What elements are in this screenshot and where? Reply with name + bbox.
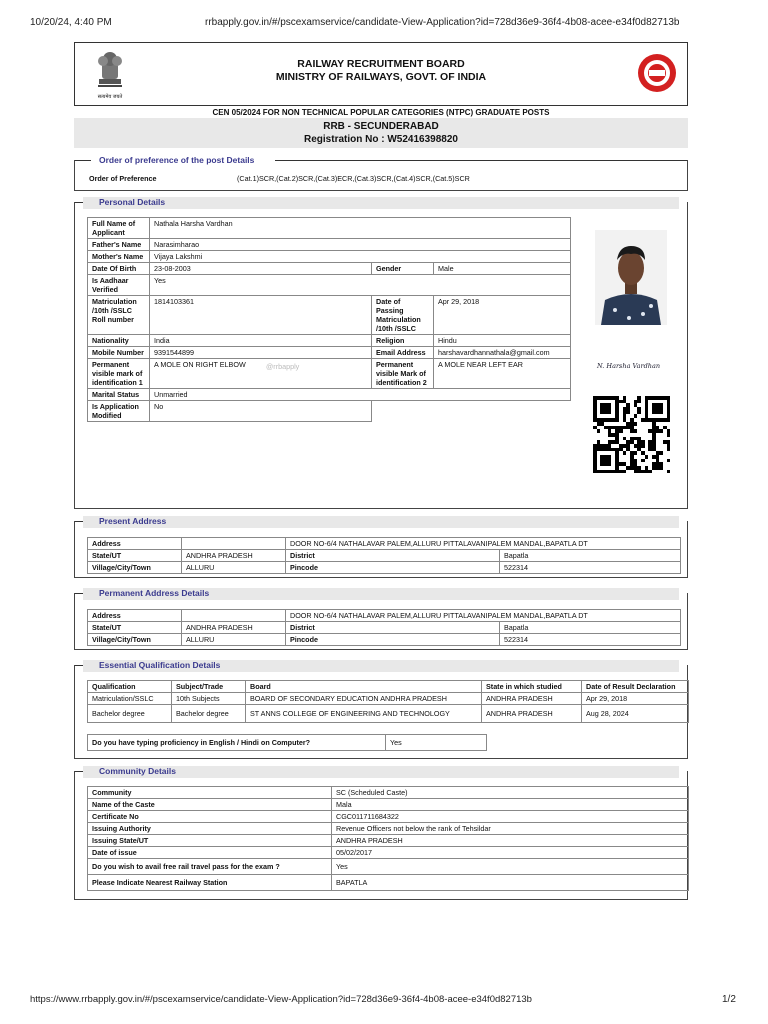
mother-value: Vijaya Lakshmi	[150, 251, 571, 263]
issuing-authority-label: Issuing Authority	[88, 823, 332, 835]
gender-value: Male	[434, 263, 571, 275]
permanent-village-value: ALLURU	[182, 634, 286, 646]
print-page-number: 1/2	[722, 994, 736, 1005]
rail-pass-value: Yes	[332, 859, 689, 875]
mark1-value: A MOLE ON RIGHT ELBOW	[154, 360, 246, 369]
applicant-photo	[595, 230, 667, 325]
print-url-bottom[interactable]: https://www.rrbapply.gov.in/#/pscexamservice/candidate-View-Application?id=728d36e9-36f4-4b08-acee-e34f0d82713b	[30, 994, 532, 1005]
table-row	[88, 835, 689, 847]
present-address-title: Present Address	[99, 516, 167, 526]
table-row	[88, 799, 689, 811]
nationality-label: Nationality	[88, 335, 150, 347]
watermark-text: @rrbapply	[266, 362, 300, 371]
personal-table	[87, 217, 571, 422]
result-date-header: Date of Result Declaration	[582, 681, 689, 693]
present-district-value: Bapatla	[500, 550, 681, 562]
print-datetime: 10/20/24, 4:40 PM	[30, 17, 112, 28]
registration-number: Registration No : W52416398820	[304, 134, 458, 145]
railway-station-value: BAPATLA	[332, 875, 689, 891]
marital-label: Marital Status	[88, 389, 150, 401]
print-url-top[interactable]: rrbapply.gov.in/#/pscexamservice/candidate-View-Application?id=728d36e9-36f4-4b08-acee-e34f0d82713b	[205, 17, 680, 28]
present-pincode-label: Pincode	[286, 562, 500, 574]
personal-title: Personal Details	[99, 197, 166, 207]
matric-label: Matriculation /10th /SSLC Roll number	[88, 296, 150, 335]
community-value: SC (Scheduled Caste)	[332, 787, 689, 799]
dob-value: 23-08-2003	[150, 263, 372, 275]
qualification-header: Qualification	[88, 681, 172, 693]
marital-value: Unmarried	[150, 389, 571, 401]
permanent-address-table	[87, 609, 681, 646]
mark2-value: A MOLE NEAR LEFT EAR	[434, 359, 571, 389]
email-value: harshavardhannathala@gmail.com	[434, 347, 571, 359]
preference-value: (Cat.1)SCR,(Cat.2)SCR,(Cat.3)ECR,(Cat.3)SCR,(Cat.4)SCR,(Cat.5)SCR	[237, 174, 470, 183]
permanent-state-value: ANDHRA PRADESH	[182, 622, 286, 634]
present-address-section	[74, 516, 688, 578]
community-table	[87, 786, 689, 891]
mark2-label: Permanent visible Mark of identification 2	[372, 359, 434, 389]
nationality-value: India	[150, 335, 372, 347]
preference-title: Order of preference of the post Details	[99, 155, 255, 165]
issuing-authority-value: Revenue Officers not below the rank of Tehsildar	[332, 823, 689, 835]
table-row	[88, 823, 689, 835]
full-name-value: Nathala Harsha Vardhan	[150, 218, 571, 239]
signature: N. Harsha Vardhan	[597, 362, 661, 370]
present-pincode-value: 522314	[500, 562, 681, 574]
railway-logo-icon	[637, 53, 677, 93]
mobile-label: Mobile Number	[88, 347, 150, 359]
certificate-label: Certificate No	[88, 811, 332, 823]
religion-label: Religion	[372, 335, 434, 347]
dob-label: Date Of Birth	[88, 263, 150, 275]
permanent-pincode-label: Pincode	[286, 634, 500, 646]
father-value: Narasimharao	[150, 239, 571, 251]
present-address-table	[87, 537, 681, 574]
religion-value: Hindu	[434, 335, 571, 347]
qualification-table	[87, 680, 689, 723]
header-subtitle: MINISTRY OF RAILWAYS, GOVT. OF INDIA	[275, 71, 487, 83]
community-title: Community Details	[99, 766, 176, 776]
issue-date-value: 05/02/2017	[332, 847, 689, 859]
mother-label: Mother's Name	[88, 251, 150, 263]
emblem-text: सत्यमेव जयते	[97, 94, 123, 100]
present-state-label: State/UT	[88, 550, 182, 562]
permanent-district-label: District	[286, 622, 500, 634]
permanent-village-label: Village/City/Town	[88, 634, 182, 646]
permanent-address-title: Permanent Address Details	[99, 588, 210, 598]
qualification-title: Essential Qualification Details	[99, 660, 221, 670]
table-cell: ST ANNS COLLEGE OF ENGINEERING AND TECHNOLOGY	[246, 705, 482, 723]
permanent-address-label: Address	[88, 610, 182, 622]
preference-section	[74, 155, 688, 191]
present-address-value: DOOR NO-6/4 NATHALAVAR PALEM,ALLURU PITTALAVANIPALEM MANDAL,BAPATLA DT	[286, 538, 681, 550]
typing-label: Do you have typing proficiency in English / Hindi on Computer?	[88, 735, 386, 751]
issue-date-label: Date of issue	[88, 847, 332, 859]
qr-code-icon	[593, 396, 670, 473]
table-cell: Apr 29, 2018	[582, 693, 689, 705]
typing-value: Yes	[386, 735, 487, 751]
present-district-label: District	[286, 550, 500, 562]
typing-table	[87, 734, 487, 751]
permanent-state-label: State/UT	[88, 622, 182, 634]
permanent-district-value: Bapatla	[500, 622, 681, 634]
passing-value: Apr 29, 2018	[434, 296, 571, 335]
permanent-address-section	[74, 588, 688, 650]
modified-label: Is Application Modified	[88, 401, 150, 422]
state-studied-header: State in which studied	[482, 681, 582, 693]
table-cell: ANDHRA PRADESH	[482, 693, 582, 705]
table-row	[88, 847, 689, 859]
railway-station-label: Please Indicate Nearest Railway Station	[88, 875, 332, 891]
table-cell: Bachelor degree	[88, 705, 172, 723]
email-label: Email Address	[372, 347, 434, 359]
table-cell: 10th Subjects	[172, 693, 246, 705]
caste-value: Mala	[332, 799, 689, 811]
rrb-name: RRB - SECUNDERABAD	[323, 121, 439, 132]
certificate-value: CGC011711684322	[332, 811, 689, 823]
header-title: RAILWAY RECRUITMENT BOARD	[297, 58, 465, 70]
gender-label: Gender	[372, 263, 434, 275]
community-label: Community	[88, 787, 332, 799]
full-name-label: Full Name of Applicant	[88, 218, 150, 239]
table-row	[88, 875, 689, 891]
present-address-label: Address	[88, 538, 182, 550]
mark1-cell	[150, 359, 372, 389]
preference-label: Order of Preference	[89, 174, 157, 183]
qualification-section	[74, 660, 688, 759]
permanent-address-value: DOOR NO-6/4 NATHALAVAR PALEM,ALLURU PITTALAVANIPALEM MANDAL,BAPATLA DT	[286, 610, 681, 622]
present-village-value: ALLURU	[182, 562, 286, 574]
table-cell: Bachelor degree	[172, 705, 246, 723]
rrb-banner	[74, 118, 688, 148]
table-row	[88, 693, 689, 705]
father-label: Father's Name	[88, 239, 150, 251]
modified-value: No	[150, 401, 372, 422]
table-row	[88, 787, 689, 799]
caste-label: Name of the Caste	[88, 799, 332, 811]
aadhaar-label: Is Aadhaar Verified	[88, 275, 150, 296]
table-cell: Matriculation/SSLC	[88, 693, 172, 705]
issuing-state-label: Issuing State/UT	[88, 835, 332, 847]
table-row	[88, 811, 689, 823]
matric-value: 1814103361	[150, 296, 372, 335]
header-box	[74, 42, 688, 106]
present-village-label: Village/City/Town	[88, 562, 182, 574]
issuing-state-value: ANDHRA PRADESH	[332, 835, 689, 847]
personal-section	[74, 197, 688, 509]
permanent-pincode-value: 522314	[500, 634, 681, 646]
cen-title: CEN 05/2024 FOR NON TECHNICAL POPULAR CATEGORIES (NTPC) GRADUATE POSTS	[212, 108, 550, 117]
present-state-value: ANDHRA PRADESH	[182, 550, 286, 562]
passing-label: Date of Passing Matriculation /10th /SSLC	[372, 296, 434, 335]
mobile-value: 9391544899	[150, 347, 372, 359]
table-cell: ANDHRA PRADESH	[482, 705, 582, 723]
rail-pass-label: Do you wish to avail free rail travel pass for the exam ?	[88, 859, 332, 875]
table-row	[88, 705, 689, 723]
board-header: Board	[246, 681, 482, 693]
aadhaar-value: Yes	[150, 275, 571, 296]
table-row	[88, 859, 689, 875]
mark1-label: Permanent visible mark of identification 1	[88, 359, 150, 389]
table-cell: BOARD OF SECONDARY EDUCATION ANDHRA PRADESH	[246, 693, 482, 705]
subject-header: Subject/Trade	[172, 681, 246, 693]
table-cell: Aug 28, 2024	[582, 705, 689, 723]
community-section	[74, 766, 688, 900]
